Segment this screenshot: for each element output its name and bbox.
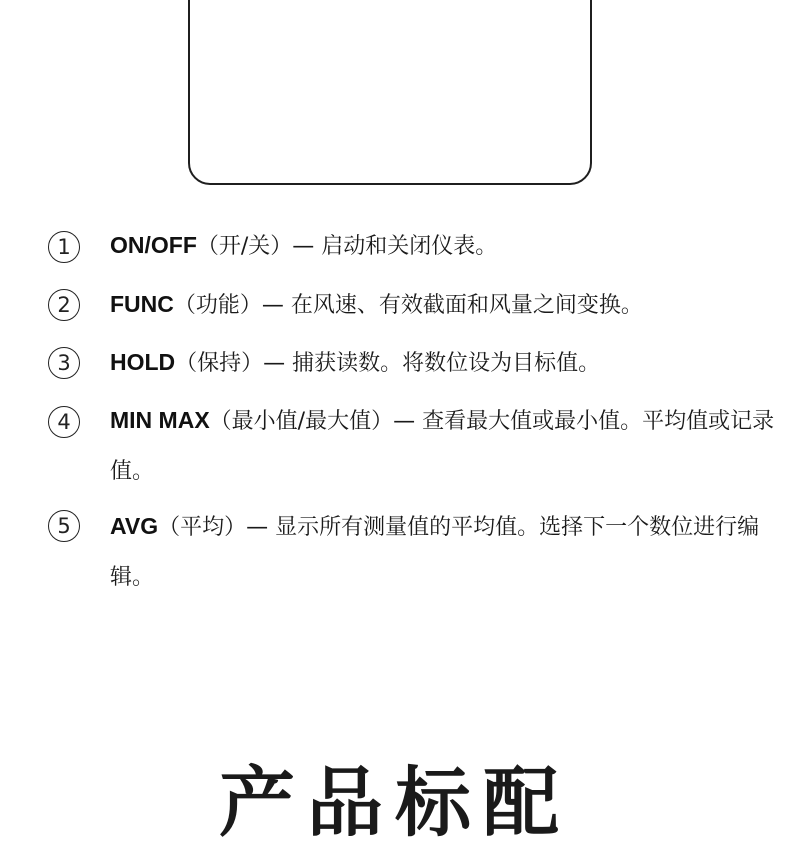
legend-text	[110, 279, 775, 331]
legend-desc: （平均）— 显示所有测量值的平均值。选择下一个数位进行编辑。	[110, 515, 760, 590]
number-badge: 2	[48, 289, 80, 321]
legend-text	[110, 501, 775, 603]
legend-text	[110, 395, 775, 497]
number-badge: 1	[48, 231, 80, 263]
legend-desc: （保持）— 捕获读数。将数位设为目标值。	[175, 351, 601, 376]
legend-key: MIN MAX	[110, 407, 210, 433]
legend-text	[110, 337, 775, 389]
legend-text	[110, 220, 775, 272]
legend-desc: （最小值/最大值）— 查看最大值或最小值。平均值或记录值。	[110, 409, 775, 484]
legend-key: ON/OFF	[110, 232, 197, 258]
section-title: 产品标配	[219, 758, 571, 847]
legend-desc: （开/关）— 启动和关闭仪表。	[196, 234, 498, 259]
number-badge: 3	[48, 347, 80, 379]
legend-desc: （功能）— 在风速、有效截面和风量之间变换。	[173, 293, 643, 318]
number-badge: 5	[48, 510, 80, 542]
legend-key: HOLD	[110, 349, 176, 375]
legend-key: FUNC	[110, 291, 174, 317]
number-badge: 4	[48, 406, 80, 438]
legend-key: AVG	[110, 513, 159, 539]
meter-display-outline	[188, 0, 592, 185]
